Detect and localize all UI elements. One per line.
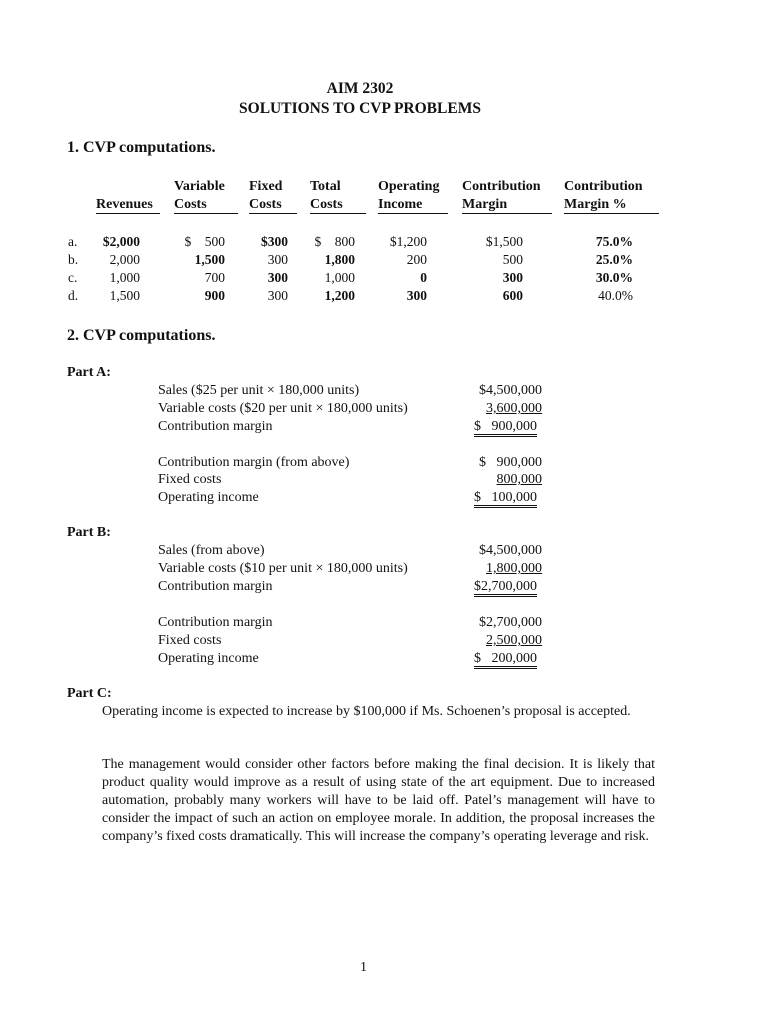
- cell-operating: $1,200: [389, 234, 427, 249]
- header-underline: [96, 213, 160, 214]
- cell-cmpct: 75.0%: [595, 234, 633, 249]
- row-label: b.: [68, 252, 79, 267]
- cell-variable: 900: [204, 288, 225, 303]
- cell-total: 1,200: [324, 288, 355, 303]
- row-label: a.: [68, 234, 78, 249]
- line-desc: Variable costs ($20 per unit × 180,000 units): [158, 401, 408, 416]
- cell-operating: 0: [420, 270, 427, 285]
- col-header-cmpct-l2: Margin %: [564, 197, 627, 212]
- line-desc: Fixed costs: [158, 472, 222, 487]
- part-c-paragraph-2: The management would consider other factors before making the final decision. It is likely that product quality would improve as a result of using state of the art equipment. Due to increased automation, probably many workers will have to be laid off. Patel’s management will have to consider the impact of such an action on employee morale. In addition, the proposal increases the company’s fixed costs dramatically. This will increase the company’s operating leverage and risk.: [102, 757, 655, 844]
- cell-revenues: 1,500: [109, 288, 140, 303]
- cell-variable: 1,500: [194, 252, 225, 267]
- cell-cm: 600: [502, 288, 523, 303]
- cell-fixed: 300: [267, 270, 288, 285]
- line-amount: 3,600,000: [486, 401, 542, 416]
- col-header-total-l2: Costs: [310, 197, 343, 212]
- col-header-cm-l2: Margin: [462, 197, 508, 212]
- line-amount-wrap: [474, 578, 537, 596]
- cell-operating: 200: [406, 252, 427, 267]
- part-c-label: Part C:: [67, 686, 112, 701]
- line-amount: $ 900,000: [474, 419, 537, 437]
- cell-cmpct: 30.0%: [595, 270, 633, 285]
- cell-variable: $ 500: [184, 234, 225, 249]
- col-header-cmpct-l1: Contribution: [564, 179, 643, 194]
- cell-revenues: 2,000: [109, 252, 140, 267]
- cell-total: 1,800: [324, 252, 355, 267]
- cell-operating: 300: [406, 288, 427, 303]
- cell-cm: 500: [502, 252, 523, 267]
- line-desc: Contribution margin: [158, 419, 273, 434]
- part-a-label: Part A:: [67, 365, 111, 380]
- line-amount: 1,800,000: [486, 561, 542, 576]
- line-desc: Variable costs ($10 per unit × 180,000 units): [158, 561, 408, 576]
- header-underline: [174, 213, 238, 214]
- cell-cm: $1,500: [485, 234, 523, 249]
- cell-revenues: 1,000: [109, 270, 140, 285]
- document-title-line1: AIM 2302: [326, 80, 394, 97]
- cell-revenues: $2,000: [102, 234, 140, 249]
- col-header-fixed-l2: Costs: [249, 197, 282, 212]
- col-header-variable-l1: Variable: [174, 179, 225, 194]
- line-desc: Sales ($25 per unit × 180,000 units): [158, 383, 360, 398]
- line-amount: $ 900,000: [479, 455, 542, 470]
- col-header-total-l1: Total: [310, 179, 341, 194]
- page-number: 1: [360, 960, 367, 975]
- section2-heading: 2. CVP computations.: [67, 327, 216, 344]
- line-amount: $4,500,000: [479, 383, 542, 398]
- cell-total: 1,000: [324, 270, 355, 285]
- document-title-line2: SOLUTIONS TO CVP PROBLEMS: [239, 100, 481, 117]
- cell-cm: 300: [502, 270, 523, 285]
- cell-variable: 700: [204, 270, 225, 285]
- col-header-fixed-l1: Fixed: [249, 179, 283, 194]
- line-amount: $2,700,000: [474, 579, 537, 597]
- col-header-operating-l1: Operating: [378, 179, 440, 194]
- part-b-label: Part B:: [67, 525, 111, 540]
- line-desc: Contribution margin: [158, 579, 273, 594]
- line-desc: Contribution margin (from above): [158, 455, 350, 470]
- header-underline: [249, 213, 297, 214]
- header-underline: [310, 213, 366, 214]
- cell-total: $ 800: [314, 234, 355, 249]
- col-header-revenues: Revenues: [96, 197, 153, 212]
- header-underline: [564, 213, 659, 214]
- cell-fixed: 300: [267, 252, 288, 267]
- line-amount: 2,500,000: [486, 633, 542, 648]
- line-desc: Fixed costs: [158, 633, 222, 648]
- cell-cmpct: 25.0%: [595, 252, 633, 267]
- col-header-variable-l2: Costs: [174, 197, 207, 212]
- cell-fixed: $300: [261, 234, 288, 249]
- line-amount: $ 100,000: [474, 490, 537, 508]
- line-desc: Operating income: [158, 490, 259, 505]
- line-amount: $2,700,000: [479, 615, 542, 630]
- line-amount: $ 200,000: [474, 651, 537, 669]
- row-label: d.: [68, 288, 79, 303]
- header-underline: [462, 213, 552, 214]
- section1-heading: 1. CVP computations.: [67, 139, 216, 156]
- header-underline: [378, 213, 448, 214]
- line-amount-wrap: [474, 418, 537, 436]
- col-header-operating-l2: Income: [378, 197, 423, 212]
- cell-fixed: 300: [267, 288, 288, 303]
- line-amount-wrap: [474, 489, 537, 507]
- part-c-paragraph-1: Operating income is expected to increase by $100,000 if Ms. Schoenen’s proposal is accepted.: [102, 704, 631, 719]
- row-label: c.: [68, 270, 78, 285]
- line-desc: Operating income: [158, 651, 259, 666]
- line-amount-wrap: [474, 650, 537, 668]
- line-desc: Contribution margin: [158, 615, 273, 630]
- line-desc: Sales (from above): [158, 543, 265, 558]
- line-amount: $4,500,000: [479, 543, 542, 558]
- line-amount: 800,000: [496, 472, 542, 487]
- col-header-cm-l1: Contribution: [462, 179, 541, 194]
- cell-cmpct: 40.0%: [598, 288, 633, 303]
